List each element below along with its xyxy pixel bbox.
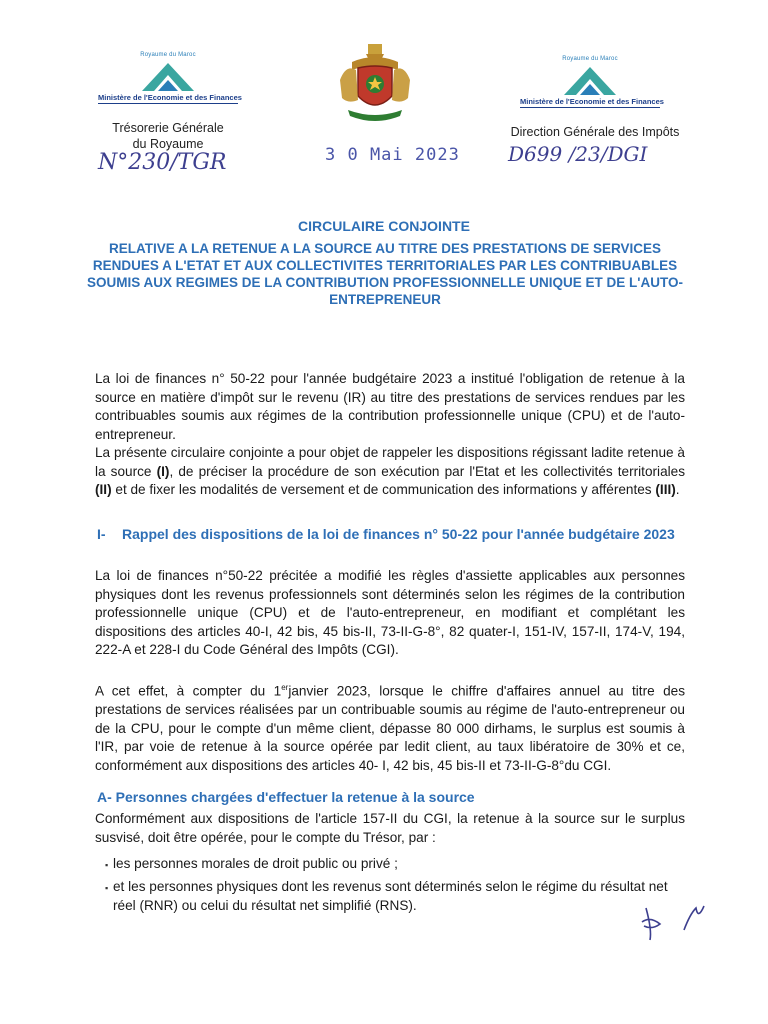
bullet-item: ▪ les personnes morales de droit public ou privé ;	[113, 855, 685, 874]
ministry-emblem-icon	[560, 63, 620, 97]
ministry-emblem-icon	[138, 59, 198, 93]
text-run: La présente circulaire conjointe a pour objet de rappeler les dispositions régissant ladite retenue à la source	[95, 445, 685, 479]
ministry-label: Ministère de l'Economie et des Finances	[98, 93, 242, 102]
body-paragraph-2	[95, 679, 685, 776]
right-org-name: Direction Générale des Impôts	[510, 125, 680, 139]
document-subject: RELATIVE A LA RETENUE A LA SOURCE AU TITRE DES PRESTATIONS DE SERVICES RENDUES A L'ETAT ET AUX COLLECTIVITES TERRITORIALES PAR LES CONTRIBUABLES SOUMIS AUX REGIMES DE LA CONTRIBUTION PROFESSIONNELLE UNIQUE ET DE L'AUTO-ENTREPRENEUR	[87, 241, 683, 307]
section-I-number: I-	[97, 526, 106, 542]
ministry-label: Ministère de l'Economie et des Finances	[520, 97, 664, 106]
ref-II: (II)	[95, 482, 112, 498]
text-run: et de fixer les modalités de versement et de communication des informations y afférentes	[111, 482, 656, 498]
ref-III: (III)	[655, 482, 676, 498]
ref-I: (I)	[156, 463, 170, 479]
handwritten-initials-icon	[638, 900, 710, 944]
kingdom-label: Royaume du Maroc	[562, 56, 618, 62]
intro-paragraph-1: La loi de finances n° 50-22 pour l'année budgétaire 2023 a institué l'obligation de retenue à la source en matière d'impôt sur le revenu (IR) au titre des prestations de services rendues par les contribuables soumis aux régimes de la contribution professionnelle unique (CPU) et de l'auto-entrepreneur.	[95, 371, 685, 442]
text-run: A cet effet, à compter du 1	[95, 683, 282, 699]
right-reference-number: D699 /23/DGI	[508, 142, 648, 166]
kingdom-label: Royaume du Maroc	[140, 52, 196, 58]
org-line-1: Trésorerie Générale	[112, 121, 224, 135]
coat-of-arms-icon	[330, 40, 420, 128]
section-A-title: A- Personnes chargées d'effectuer la retenue à la source	[97, 789, 475, 805]
section-I-title: Rappel des dispositions de la loi de finances n° 50-22 pour l'année budgétaire 2023	[122, 526, 675, 542]
bullet-item: ▪ et les personnes physiques dont les revenus sont déterminés selon le régime du résultat net réel (RNR) ou celui du résultat net simplifié (RNS).	[113, 878, 685, 915]
document-heading: CIRCULAIRE CONJOINTE	[298, 218, 470, 234]
left-ministry-logo	[98, 52, 242, 104]
text-run: janvier 2023, lorsque le chiffre d'affaires annuel au titre des prestations de services réalisées par un contribuable soumis au régime de l'auto-entrepreneur ou de la CPU, pour le compte d'un même client, dépasse 80 000 dirhams, le surplus est soumis à l'IR, par voie de retenue à la source opérée par ledit client, au taux libératoire de 30% et ce, conformément aux dispositions des articles 40- I, 42 bis, 45 bis-II et 73-II-G-8°du CGI.	[95, 683, 685, 773]
text-run: , de préciser la procédure de son exécution par l'Etat et les collectivités territoriales	[169, 463, 686, 479]
right-ministry-logo	[520, 56, 664, 108]
superscript: er	[281, 683, 289, 692]
body-paragraph-3: Conformément aux dispositions de l'article 157-II du CGI, la retenue à la source sur le surplus susvisé, doit être opérée, pour le compte du Trésor, par :	[95, 811, 685, 845]
text-run: .	[675, 482, 680, 498]
date-stamp: 3 0 Mai 2023	[325, 145, 460, 165]
left-reference-number: N°230/TGR	[98, 150, 227, 175]
intro-paragraph-2	[95, 444, 685, 500]
left-org-name	[88, 120, 248, 152]
body-paragraph-1: La loi de finances n°50-22 précitée a modifié les règles d'assiette applicables aux personnes physiques dont les revenus professionnels sont déterminés selon les régimes de la contribution professionnelle unique (CPU) et de l'auto-entrepreneur, en modifiant et complétant les dispositions des articles 40-I, 42 bis, 45 bis-II, 73-II-G-8°, 82 quater-I, 151-IV, 157-II, 174-V, 194, 222-A et 228-I du Code Général des Impôts (CGI).	[95, 568, 685, 658]
org-line-2: du Royaume	[132, 137, 204, 151]
